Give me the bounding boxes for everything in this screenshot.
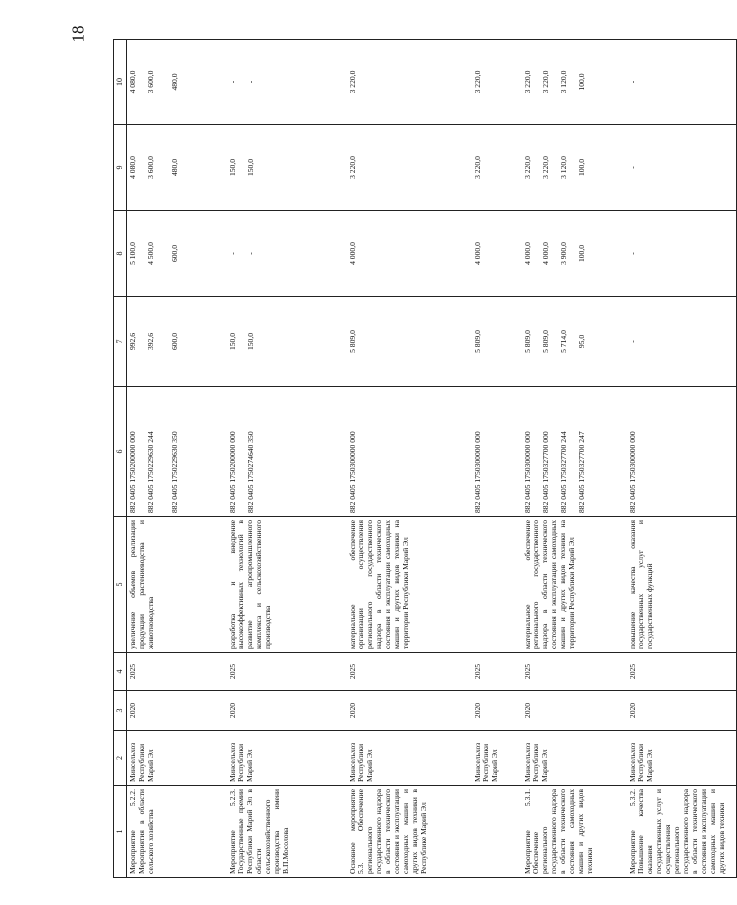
cell-col-10 [522, 40, 627, 125]
cell-col-2: Минсельхоз Республики Марий Эл [522, 731, 627, 786]
page-number: 18 [68, 25, 88, 43]
cell-line: 882 0405 1750300000 000 [627, 431, 637, 513]
cell-col-3: 2020 [472, 691, 522, 731]
cell-col-5 [472, 517, 522, 653]
cell-line: - [627, 252, 637, 255]
cell-line: 4 500,0 [146, 242, 155, 265]
cell-col-8 [347, 211, 472, 297]
cell-col-8 [227, 211, 347, 297]
cell-line: 3 900,0 [558, 242, 568, 265]
col-header-8: 8 [114, 211, 127, 297]
table-row [127, 40, 227, 878]
cell-col-7 [227, 297, 347, 387]
cell-col-7 [522, 297, 627, 387]
cell-col-5: увеличение объемов реализации продукции растениеводства и животноводства [127, 517, 227, 653]
cell-line: - [627, 340, 637, 343]
cell-col-10 [472, 40, 522, 125]
cell-line: 600,0 [170, 332, 179, 351]
cell-line: 992,6 [128, 332, 137, 351]
cell-col-2: Минсельхоз Республики Марий Эл [472, 731, 522, 786]
cell-col-6 [227, 387, 347, 517]
table-row [347, 40, 472, 878]
cell-line: 100,0 [576, 244, 586, 263]
cell-col-10 [627, 40, 737, 125]
budget-table [113, 39, 737, 878]
cell-col-3: 2020 [227, 691, 347, 731]
cell-col-7 [627, 297, 737, 387]
cell-line: 5 809,0 [347, 330, 357, 353]
cell-line: 3 220,0 [472, 156, 482, 179]
cell-line: 600,0 [170, 244, 179, 263]
cell-line: 5 809,0 [540, 330, 550, 353]
cell-line: 4 000,0 [540, 242, 550, 265]
cell-col-8 [522, 211, 627, 297]
cell-line: 100,0 [576, 158, 586, 177]
cell-line: - [627, 80, 637, 84]
cell-line: 150,0 [227, 332, 237, 351]
cell-col-3: 2020 [522, 691, 627, 731]
cell-col-4: 2025 [127, 653, 227, 691]
col-header-9: 9 [114, 125, 127, 211]
rotated-page [113, 40, 727, 878]
table-row [627, 40, 737, 878]
col-header-4: 4 [114, 653, 127, 691]
cell-col-1: Основное мероприятие 5.3. Обеспечение регионального государственного надзора в области технического состояния и эксплуатации самоходных машин и других видов техники в Республике Марий Эл [347, 786, 472, 878]
cell-col-1: Мероприятие 5.3.2. Повышение качества оказания государственных услуг и осуществления регионального государственного надзора в области технического состояния и эксплуатации самоходных машин и других видов техники [627, 786, 737, 878]
cell-col-5: материальное обеспечение организации осуществления регионального государственного надзора в области технического состояния и эксплуатации самоходных машин и других видов техники на территории Республики Марий Эл [347, 517, 472, 653]
cell-col-5: разработка и внедрение высокоэффективных технологий в развитие агропромышленного комплекса и сельскохозяйственного производства [227, 517, 347, 653]
cell-line: 3 220,0 [347, 156, 357, 179]
cell-col-7 [347, 297, 472, 387]
cell-line: 882 0405 1750200000 000 [128, 431, 137, 513]
cell-col-9 [127, 125, 227, 211]
cell-col-2: Минсельхоз Республики Марий Эл [127, 731, 227, 786]
cell-col-10 [227, 40, 347, 125]
table-row [522, 40, 627, 878]
cell-line: - [227, 252, 237, 255]
cell-col-4: 2025 [627, 653, 737, 691]
cell-line: 4 000,0 [472, 242, 482, 265]
cell-col-4: 2025 [227, 653, 347, 691]
cell-line: 3 120,0 [558, 156, 568, 179]
cell-line: 95,0 [576, 334, 586, 349]
cell-line: - [245, 252, 255, 255]
col-header-6: 6 [114, 387, 127, 517]
cell-col-10 [347, 40, 472, 125]
cell-col-4: 2025 [347, 653, 472, 691]
cell-col-7 [127, 297, 227, 387]
cell-line: 5 100,0 [128, 242, 137, 265]
cell-col-5: материальное обеспечение регионального государственного надзора в области технического состояния и эксплуатации самоходных машин и других видов техники на территории Республики Марий Эл [522, 517, 627, 653]
cell-line: 4 000,0 [522, 242, 532, 265]
cell-line: - [627, 166, 637, 169]
cell-col-6 [472, 387, 522, 517]
cell-col-9 [347, 125, 472, 211]
cell-col-8 [127, 211, 227, 297]
cell-col-9 [627, 125, 737, 211]
cell-line: 480,0 [170, 158, 179, 177]
cell-line: 3 220,0 [540, 156, 550, 179]
col-header-10: 10 [114, 40, 127, 125]
col-header-1: 1 [114, 786, 127, 878]
cell-line: 882 0405 1750327700 247 [576, 431, 586, 513]
cell-line: 882 0405 1750300000 000 [522, 431, 532, 513]
cell-col-4: 2025 [522, 653, 627, 691]
cell-line: 100,0 [576, 73, 586, 91]
cell-line: 882 0405 1750274640 350 [245, 431, 255, 513]
cell-line: 882 0405 1750327700 244 [558, 431, 568, 513]
cell-col-10 [127, 40, 227, 125]
cell-col-3: 2020 [627, 691, 737, 731]
cell-col-9 [522, 125, 627, 211]
cell-col-5: повышение качества оказания государственных услуг и государственных функций [627, 517, 737, 653]
cell-col-8 [472, 211, 522, 297]
table-row [472, 40, 522, 878]
cell-line: 3 600,0 [146, 70, 155, 94]
cell-line: 3 220,0 [522, 156, 532, 179]
col-header-3: 3 [114, 691, 127, 731]
cell-col-9 [472, 125, 522, 211]
cell-line: 882 0405 1750300000 000 [347, 431, 357, 513]
cell-line: 4 000,0 [347, 242, 357, 265]
cell-line: 4 080,0 [128, 70, 137, 94]
cell-col-9 [227, 125, 347, 211]
cell-col-1 [472, 786, 522, 878]
cell-col-6 [127, 387, 227, 517]
cell-line: 882 0405 1750229630 350 [170, 431, 179, 513]
cell-col-2: Минсельхоз Республики Марий Эл [347, 731, 472, 786]
col-header-5: 5 [114, 517, 127, 653]
cell-col-7 [472, 297, 522, 387]
cell-col-4: 2025 [472, 653, 522, 691]
cell-line: 3 120,0 [558, 70, 568, 94]
cell-line: 3 220,0 [522, 70, 532, 94]
cell-col-6 [347, 387, 472, 517]
cell-col-3: 2020 [347, 691, 472, 731]
cell-col-1: Мероприятие 5.2.3. Государственные премии Республики Марий Эл в области сельскохозяйственного производства имени В.П.Мосолова [227, 786, 347, 878]
cell-line: 882 0405 1750327700 000 [540, 431, 550, 513]
cell-col-2: Минсельхоз Республики Марий Эл [627, 731, 737, 786]
table-row [227, 40, 347, 878]
cell-line: 150,0 [245, 332, 255, 351]
cell-line: - [245, 80, 255, 84]
cell-line: 5 809,0 [522, 330, 532, 353]
header-row [114, 40, 127, 878]
cell-line: 882 0405 1750300000 000 [472, 431, 482, 513]
cell-line: 882 0405 1750229630 244 [146, 431, 155, 513]
cell-col-3: 2020 [127, 691, 227, 731]
cell-line: 3 220,0 [347, 70, 357, 94]
cell-line: 3 220,0 [540, 70, 550, 94]
cell-line: 5 809,0 [472, 330, 482, 353]
cell-col-6 [522, 387, 627, 517]
cell-col-2: Минсельхоз Республики Марий Эл [227, 731, 347, 786]
col-header-7: 7 [114, 297, 127, 387]
cell-line: 3 600,0 [146, 156, 155, 179]
cell-line: 4 080,0 [128, 156, 137, 179]
col-header-2: 2 [114, 731, 127, 786]
cell-line: 480,0 [170, 73, 179, 91]
cell-line: 882 0405 1750200000 000 [227, 431, 237, 513]
cell-line: 3 220,0 [472, 70, 482, 94]
cell-col-8 [627, 211, 737, 297]
cell-line: - [227, 80, 237, 84]
cell-col-1: Мероприятие 5.3.1. Обеспечение регионального государственного надзора в области технического состояния самоходных машин и других видов техники [522, 786, 627, 878]
cell-col-6 [627, 387, 737, 517]
cell-line: 392,6 [146, 332, 155, 351]
cell-col-1: Мероприятие 5.2.2. Мероприятия в области сельского хозяйства [127, 786, 227, 878]
cell-line: 150,0 [227, 158, 237, 177]
cell-line: 5 714,0 [558, 330, 568, 353]
cell-line: 150,0 [245, 158, 255, 177]
